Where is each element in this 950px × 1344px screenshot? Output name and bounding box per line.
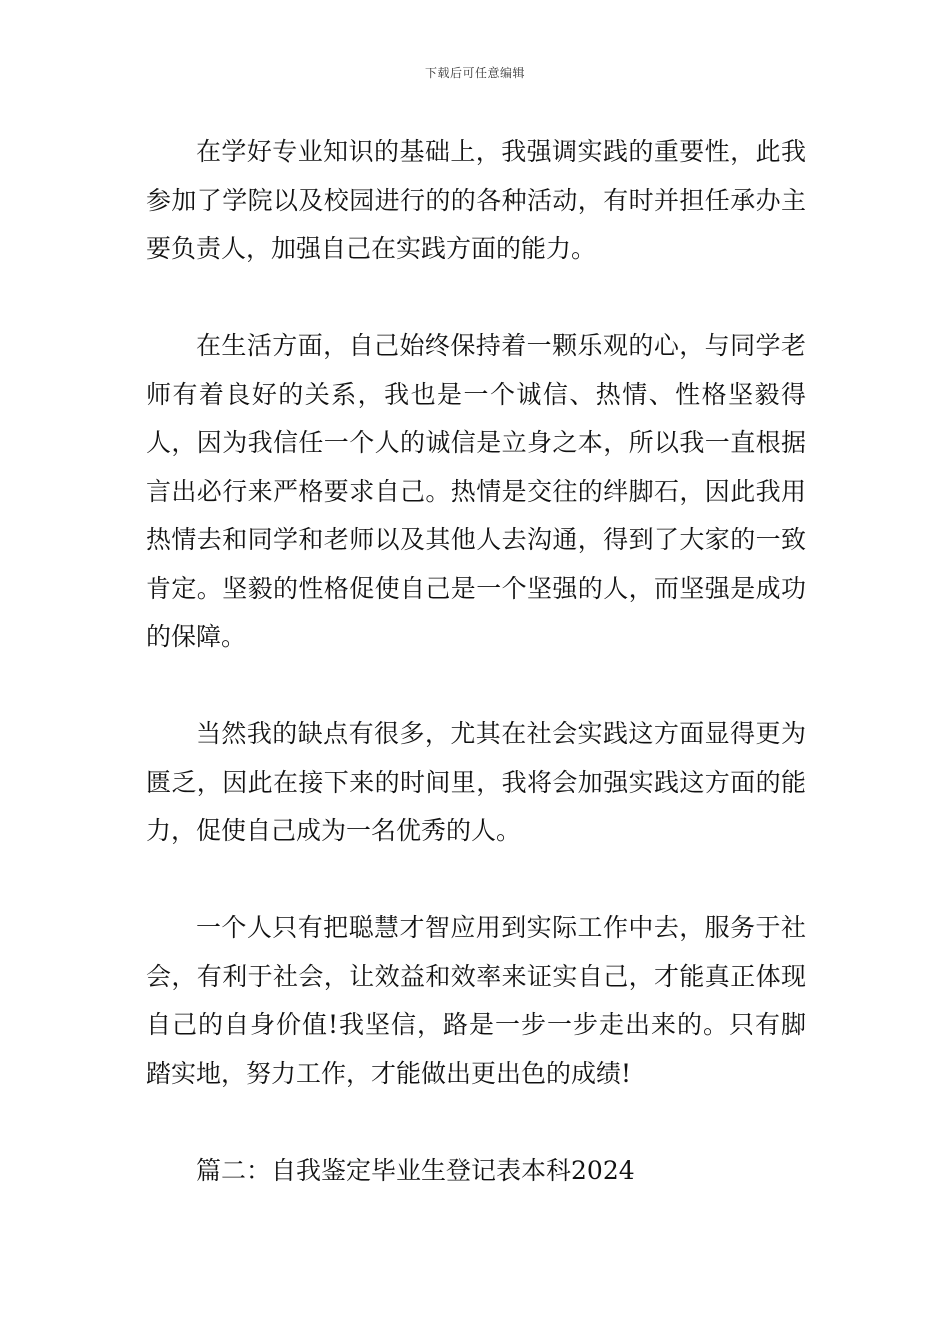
section-heading: 篇二：自我鉴定毕业生登记表本科2024 xyxy=(196,1155,635,1185)
page-header: 下载后可任意编辑 xyxy=(424,66,525,80)
paragraph-practice: 在学好专业知识的基础上，我强调实践的重要性，此我参加了学院以及校园进行的的各种活动，有时并担任承办主要负责人，加强自己在实践方面的能力。 xyxy=(146,137,806,263)
paragraph-life: 在生活方面，自己始终保持着一颗乐观的心，与同学老师有着良好的关系，我也是一个诚信、热情、性格坚毅得人，因为我信任一个人的诚信是立身之本，所以我一直根据言出必行来严格要求自己。热情是交往的绊脚石，因此我用热情去和同学和老师以及其他人去沟通，得到了大家的一致肯定。坚毅的性格促使自己是一个坚强的人，而坚强是成功的保障。 xyxy=(146,331,806,651)
paragraph-shortcomings: 当然我的缺点有很多，尤其在社会实践这方面显得更为匮乏，因此在接下来的时间里，我将会加强实践这方面的能力，促使自己成为一名优秀的人。 xyxy=(146,719,806,845)
paragraph-value: 一个人只有把聪慧才智应用到实际工作中去，服务于社会，有利于社会，让效益和效率来证实自己，才能真正体现自己的自身价值!我坚信，路是一步一步走出来的。只有脚踏实地，努力工作，才能做出更出色的成绩! xyxy=(146,913,806,1088)
document-body xyxy=(146,128,806,1195)
